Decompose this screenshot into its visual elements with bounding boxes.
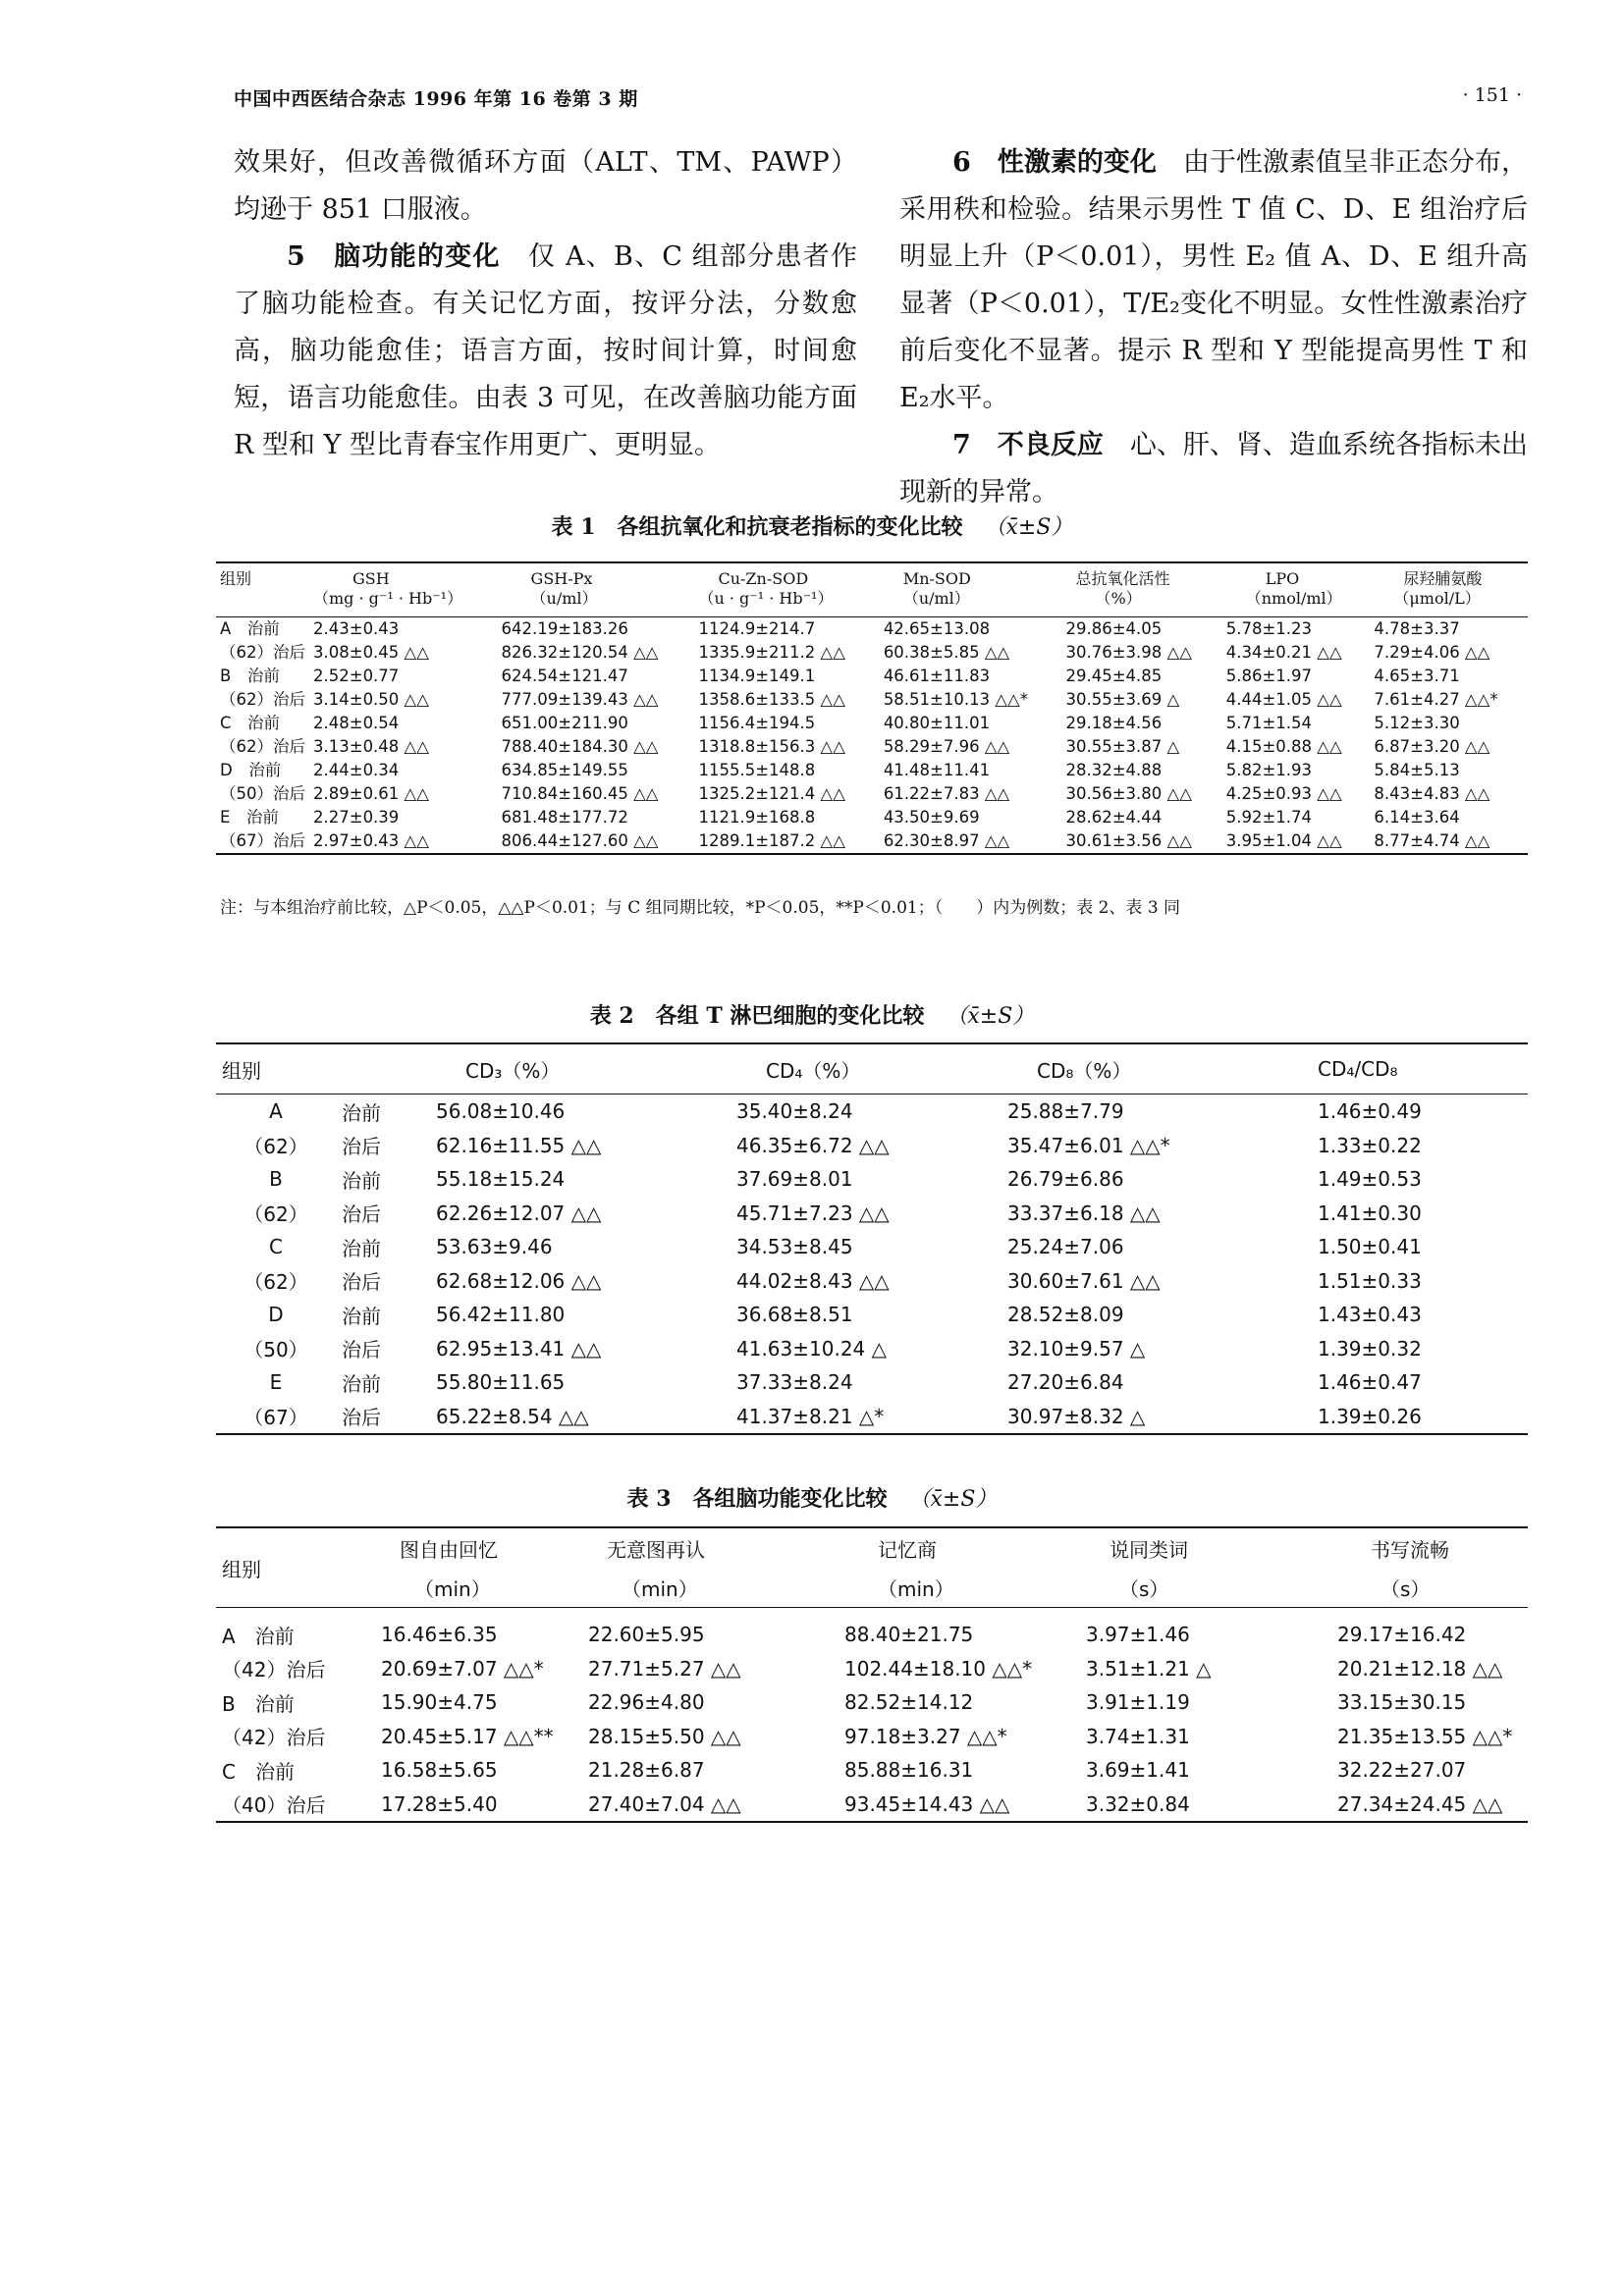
table-cell: 16.58±5.65 — [381, 1758, 498, 1783]
page-number: · 151 · — [1462, 84, 1522, 106]
table-cell: 62.30±8.97 △△ — [883, 831, 1010, 850]
group-cell: （62） — [244, 1270, 308, 1295]
table-cell: 1335.9±211.2 △△ — [698, 643, 845, 662]
table-cell: 21.28±6.87 — [588, 1758, 705, 1783]
table-cell: 2.43±0.43 — [313, 619, 400, 638]
section-6-text: 由于性激素值呈非正态分布，采用秩和检验。结果示男性 T 值 C、D、E 组治疗后明显上升（P＜0.01），男性 E₂ 值 A、D、E 组升高显著（P＜0.01），T/E₂变化不明显。女性性激素治疗前后变化不显著。提示 R 型和 Y 型能提高男性 T 和 E₂水平。 — [899, 147, 1529, 413]
table-cell: 3.14±0.50 △△ — [313, 690, 429, 709]
table-cell: 826.32±120.54 △△ — [501, 643, 659, 662]
table3-header-row — [216, 1527, 1528, 1568]
table-cell: 60.38±5.85 △△ — [883, 643, 1010, 662]
table-cell: 5.92±1.74 — [1225, 808, 1313, 827]
table3 — [216, 1526, 1528, 1823]
table-cell: 3.74±1.31 — [1086, 1724, 1190, 1748]
group-cell: （62） — [244, 1202, 308, 1227]
table-row — [216, 735, 1528, 759]
table-row — [216, 1197, 1528, 1231]
table2-header — [336, 1043, 426, 1095]
table-cell: 27.40±7.04 △△ — [588, 1791, 741, 1816]
group-cell: D 治前 — [220, 761, 282, 779]
table-cell: 46.35±6.72 △△ — [736, 1133, 890, 1157]
table-cell: 5.12±3.30 — [1374, 714, 1460, 732]
table-cell: 788.40±184.30 △△ — [501, 737, 659, 756]
group-cell: （67） — [244, 1406, 308, 1430]
table-cell: 44.02±8.43 △△ — [736, 1268, 890, 1293]
section-5-title: 5 脑功能的变化 — [287, 241, 501, 272]
table-cell: 1124.9±214.7 — [698, 619, 816, 638]
table-cell: 30.97±8.32 △ — [1007, 1404, 1146, 1428]
table-cell: 32.10±9.57 △ — [1007, 1336, 1146, 1361]
table2-header: CD₄/CD₈ — [1318, 1057, 1398, 1081]
table3-header: 组别 — [222, 1557, 261, 1581]
table2-header: CD₃（%） — [465, 1058, 561, 1083]
table-cell: 1.33±0.22 — [1318, 1133, 1422, 1157]
table1 — [216, 561, 1528, 855]
table-cell: 25.24±7.06 — [1007, 1235, 1124, 1259]
table-cell: 41.37±8.21 △* — [736, 1404, 885, 1428]
table-cell: 1289.1±187.2 △△ — [698, 831, 845, 850]
table-cell: 681.48±177.72 — [501, 808, 628, 827]
table-cell: 4.65±3.71 — [1374, 667, 1460, 685]
table-row — [216, 1400, 1528, 1435]
table-cell: 624.54±121.47 — [501, 667, 628, 685]
table-cell: 29.17±16.42 — [1337, 1623, 1467, 1647]
table-cell: 58.29±7.96 △△ — [883, 737, 1010, 756]
table-cell: 41.63±10.24 △ — [736, 1336, 888, 1361]
group-cell: C 治前 — [220, 714, 281, 732]
table-cell: 8.77±4.74 △△ — [1374, 831, 1490, 850]
table-cell: 41.48±11.41 — [883, 761, 991, 779]
table-cell: 45.71±7.23 △△ — [736, 1201, 890, 1225]
table1-header: Mn-SOD （u/ml） — [902, 569, 971, 608]
table-cell: 30.55±3.87 △ — [1065, 737, 1180, 756]
table2 — [216, 1042, 1528, 1435]
table-cell: 651.00±211.90 — [501, 714, 628, 732]
table-cell: 55.80±11.65 — [436, 1370, 566, 1395]
table-cell: 25.88±7.79 — [1007, 1099, 1124, 1124]
table-cell: 55.18±15.24 — [436, 1167, 566, 1192]
group-cell: （62） — [244, 1135, 308, 1159]
table3-unit: （min） — [878, 1576, 954, 1601]
table-row — [216, 1298, 1528, 1332]
table-cell: 27.71±5.27 △△ — [588, 1656, 741, 1681]
table-row — [216, 1162, 1528, 1197]
table3-unit-row — [216, 1568, 1528, 1608]
time-cell: 治后 — [342, 1338, 381, 1362]
table-note: 注：与本组治疗前比较，△P＜0.05，△△P＜0.01；与 C 组同期比较，*P＜0.05，**P＜0.01；（ ）内为例数；表 2、表 3 同 — [220, 898, 1181, 918]
table-cell: 28.62±4.44 — [1065, 808, 1163, 827]
group-cell: E 治前 — [220, 808, 279, 827]
table-row — [216, 1230, 1528, 1264]
table-cell: 3.13±0.48 △△ — [313, 737, 429, 756]
table-row — [216, 1129, 1528, 1163]
group-cell: （50）治后 — [220, 784, 305, 803]
group-cell: A 治前 — [220, 619, 280, 638]
table-cell: 2.52±0.77 — [313, 667, 400, 685]
time-cell: 治前 — [342, 1236, 381, 1260]
table2-header: 组别 — [222, 1058, 261, 1083]
table-cell: 37.33±8.24 — [736, 1370, 853, 1395]
table-cell: 1.46±0.47 — [1318, 1370, 1422, 1395]
time-cell: 治后 — [342, 1202, 381, 1227]
left-column — [234, 139, 857, 469]
group-cell: （62）治后 — [220, 737, 305, 756]
time-cell: 治前 — [342, 1100, 381, 1125]
table-cell: 3.69±1.41 — [1086, 1758, 1190, 1783]
table-cell: 28.52±8.09 — [1007, 1303, 1124, 1327]
table-cell: 4.78±3.37 — [1374, 619, 1460, 638]
table-cell: 85.88±16.31 — [844, 1758, 974, 1783]
section-5-text: 仅 A、B、C 组部分患者作了脑功能检查。有关记忆方面，按评分法，分数愈高，脑功能愈佳；语言方面，按时间计算，时间愈短，语言功能愈佳。由表 3 可见，在改善脑功能方面 R 型和 Y 型比青春宝作用更广、更明显。 — [234, 241, 857, 460]
table1-header: 尿羟脯氨酸 （μmol/L） — [1393, 569, 1483, 608]
table-cell: 30.76±3.98 △△ — [1065, 643, 1192, 662]
section-7-text: 心、肝、肾、造血系统各指标未出现新的异常。 — [899, 430, 1529, 507]
group-cell: B 治前 — [222, 1691, 295, 1716]
group-cell: （50） — [244, 1338, 308, 1362]
table-cell: 5.78±1.23 — [1225, 619, 1313, 638]
section-6 — [899, 139, 1528, 422]
table-cell: 1325.2±121.4 △△ — [698, 784, 845, 803]
table-cell: 15.90±4.75 — [381, 1690, 498, 1715]
table-cell: 88.40±21.75 — [844, 1623, 974, 1647]
section-6-title: 6 性激素的变化 — [952, 147, 1157, 178]
table-cell: 1.50±0.41 — [1318, 1235, 1422, 1259]
table-cell: 1318.8±156.3 △△ — [698, 737, 845, 756]
table-cell: 29.45±4.85 — [1065, 667, 1163, 685]
group-cell: （42）治后 — [222, 1658, 326, 1682]
table-cell: 27.34±24.45 △△ — [1337, 1791, 1503, 1816]
table-row — [216, 1753, 1528, 1788]
table-row — [216, 617, 1528, 642]
table-cell: 22.96±4.80 — [588, 1690, 705, 1715]
table-cell: 35.47±6.01 △△* — [1007, 1133, 1170, 1157]
table1-header-row — [216, 562, 1528, 617]
table-cell: 32.22±27.07 — [1337, 1758, 1467, 1783]
table3-header: 无意图再认 — [607, 1537, 705, 1562]
table-cell: 82.52±14.12 — [844, 1690, 974, 1715]
table-cell: 8.43±4.83 △△ — [1374, 784, 1490, 803]
time-cell: 治前 — [342, 1168, 381, 1193]
table-cell: 29.18±4.56 — [1065, 714, 1163, 732]
table2-stat: （x̄±S） — [946, 1004, 1035, 1029]
table-cell: 20.69±7.07 △△* — [381, 1656, 544, 1681]
table-cell: 4.25±0.93 △△ — [1225, 784, 1342, 803]
section-5 — [234, 234, 857, 469]
table-cell: 93.45±14.43 △△ — [844, 1791, 1010, 1816]
right-column — [899, 139, 1528, 516]
table-cell: 1.46±0.49 — [1318, 1099, 1422, 1124]
table-cell: 20.45±5.17 △△** — [381, 1724, 554, 1748]
table3-unit: （s） — [1380, 1576, 1431, 1601]
table-cell: 97.18±3.27 △△* — [844, 1724, 1007, 1748]
table1-caption — [0, 510, 1624, 541]
group-cell: B — [269, 1167, 283, 1192]
table-row — [216, 712, 1528, 735]
table3-caption — [0, 1482, 1624, 1513]
time-cell: 治后 — [342, 1406, 381, 1430]
table-row — [216, 1685, 1528, 1720]
table-cell: 5.86±1.97 — [1225, 667, 1313, 685]
table-row — [216, 1652, 1528, 1686]
table-cell: 58.51±10.13 △△* — [883, 690, 1028, 709]
table-cell: 777.09±139.43 △△ — [501, 690, 659, 709]
journal-header: 中国中西医结合杂志 1996 年第 16 卷第 3 期 — [234, 88, 638, 110]
table-cell: 806.44±127.60 △△ — [501, 831, 659, 850]
group-cell: E — [269, 1370, 283, 1395]
table-cell: 21.35±13.55 △△* — [1337, 1724, 1513, 1748]
table-cell: 634.85±149.55 — [501, 761, 628, 779]
table-cell: 62.26±12.07 △△ — [436, 1201, 602, 1225]
table-cell: 56.42±11.80 — [436, 1303, 566, 1327]
table-cell: 5.71±1.54 — [1225, 714, 1313, 732]
table-cell: 26.79±6.86 — [1007, 1167, 1124, 1192]
table-cell: 1.41±0.30 — [1318, 1201, 1422, 1225]
group-cell: A — [269, 1099, 283, 1124]
table-cell: 2.44±0.34 — [313, 761, 400, 779]
table-cell: 2.48±0.54 — [313, 714, 400, 732]
table-cell: 3.95±1.04 △△ — [1225, 831, 1342, 850]
table-row — [216, 665, 1528, 688]
table-cell: 37.69±8.01 — [736, 1167, 853, 1192]
table-cell: 30.60±7.61 △△ — [1007, 1268, 1161, 1293]
table2-caption — [0, 999, 1624, 1030]
table-cell: 5.84±5.13 — [1374, 761, 1460, 779]
table3-header: 记忆商 — [878, 1537, 937, 1562]
table-row — [216, 759, 1528, 782]
table-cell: 28.15±5.50 △△ — [588, 1724, 741, 1748]
table-row — [216, 1608, 1528, 1652]
table1-header: 总抗氧化活性 （%） — [1075, 569, 1170, 608]
table-cell: 102.44±18.10 △△* — [844, 1656, 1033, 1681]
table3-header: 图自由回忆 — [400, 1537, 498, 1562]
paragraph-continued: 效果好，但改善微循环方面（ALT、TM、PAWP）均逊于 851 口服液。 — [234, 147, 857, 225]
table-cell: 4.15±0.88 △△ — [1225, 737, 1342, 756]
group-cell: （62）治后 — [220, 690, 305, 709]
table1-title: 表 1 各组抗氧化和抗衰老指标的变化比较 — [551, 514, 963, 540]
table-cell: 40.80±11.01 — [883, 714, 991, 732]
table3-stat: （x̄±S） — [908, 1487, 998, 1512]
table-row — [216, 1720, 1528, 1754]
table1-header: GSH-Px （u/ml） — [530, 569, 598, 608]
table-cell: 53.63±9.46 — [436, 1235, 553, 1259]
group-cell: A 治前 — [222, 1624, 295, 1648]
table-cell: 1121.9±168.8 — [698, 808, 816, 827]
table3-title: 表 3 各组脑功能变化比较 — [626, 1486, 888, 1512]
table-cell: 42.65±13.08 — [883, 619, 991, 638]
table-cell: 33.15±30.15 — [1337, 1690, 1467, 1715]
table-cell: 3.32±0.84 — [1086, 1791, 1190, 1816]
time-cell: 治前 — [342, 1371, 381, 1396]
time-cell: 治前 — [342, 1304, 381, 1328]
time-cell: 治后 — [342, 1270, 381, 1295]
group-cell: B 治前 — [220, 667, 280, 685]
table2-header: CD₄（%） — [766, 1058, 861, 1083]
table-cell: 29.86±4.05 — [1065, 619, 1163, 638]
group-cell: （67）治后 — [220, 831, 305, 850]
table-cell: 20.21±12.18 △△ — [1337, 1656, 1503, 1681]
table-cell: 43.50±9.69 — [883, 808, 980, 827]
group-cell: C 治前 — [222, 1759, 295, 1784]
table3-header: 说同类词 — [1110, 1537, 1188, 1562]
table-row — [216, 688, 1528, 712]
table-row — [216, 1365, 1528, 1400]
table-cell: 4.34±0.21 △△ — [1225, 643, 1342, 662]
table-cell: 62.95±13.41 △△ — [436, 1336, 602, 1361]
group-cell: （40）治后 — [222, 1793, 326, 1818]
table3-unit: （min） — [622, 1576, 698, 1601]
table-cell: 710.84±160.45 △△ — [501, 784, 659, 803]
table-cell: 30.61±3.56 △△ — [1065, 831, 1192, 850]
table-cell: 17.28±5.40 — [381, 1791, 498, 1816]
table-cell: 6.87±3.20 △△ — [1374, 737, 1490, 756]
table-row — [216, 782, 1528, 806]
table-cell: 62.16±11.55 △△ — [436, 1133, 602, 1157]
group-cell: （62）治后 — [220, 643, 305, 662]
table-cell: 56.08±10.46 — [436, 1099, 566, 1124]
table-row — [216, 1095, 1528, 1129]
table-cell: 30.55±3.69 △ — [1065, 690, 1180, 709]
group-cell: C — [269, 1235, 283, 1259]
table2-header-row — [216, 1043, 1528, 1095]
table-row — [216, 1332, 1528, 1366]
section-7-title: 7 不良反应 — [952, 430, 1104, 460]
table2-header: CD₈（%） — [1037, 1058, 1132, 1083]
table-cell: 1155.5±148.8 — [698, 761, 816, 779]
table-cell: 34.53±8.45 — [736, 1235, 853, 1259]
table-cell: 3.08±0.45 △△ — [313, 643, 429, 662]
table1-header: Cu-Zn-SOD （u · g⁻¹ · Hb⁻¹） — [698, 569, 834, 608]
table3-unit: （s） — [1119, 1576, 1169, 1601]
table-cell: 6.14±3.64 — [1374, 808, 1460, 827]
table-cell: 3.91±1.19 — [1086, 1690, 1190, 1715]
table-cell: 36.68±8.51 — [736, 1303, 853, 1327]
table-cell: 1.43±0.43 — [1318, 1303, 1422, 1327]
table-row — [216, 1788, 1528, 1823]
table-cell: 2.89±0.61 △△ — [313, 784, 429, 803]
group-cell: D — [268, 1303, 284, 1327]
table-cell: 2.97±0.43 △△ — [313, 831, 429, 850]
table-cell: 4.44±1.05 △△ — [1225, 690, 1342, 709]
time-cell: 治后 — [342, 1135, 381, 1159]
table3-header: 书写流畅 — [1371, 1537, 1449, 1562]
section-7 — [899, 422, 1528, 516]
table-cell: 1156.4±194.5 — [698, 714, 816, 732]
table-cell: 1.51±0.33 — [1318, 1268, 1422, 1293]
table-row — [216, 806, 1528, 829]
table-row — [216, 1264, 1528, 1299]
table-cell: 1.49±0.53 — [1318, 1167, 1422, 1192]
table-cell: 1134.9±149.1 — [698, 667, 816, 685]
table-cell: 7.61±4.27 △△* — [1374, 690, 1498, 709]
table-cell: 3.51±1.21 △ — [1086, 1656, 1212, 1681]
table-cell: 1.39±0.32 — [1318, 1336, 1422, 1361]
table-cell: 46.61±11.83 — [883, 667, 991, 685]
table-cell: 642.19±183.26 — [501, 619, 628, 638]
table1-stat: （x̄±S） — [984, 515, 1073, 540]
table-cell: 61.22±7.83 △△ — [883, 784, 1010, 803]
table-cell: 1358.6±133.5 △△ — [698, 690, 845, 709]
table-cell: 35.40±8.24 — [736, 1099, 853, 1124]
table-cell: 1.39±0.26 — [1318, 1404, 1422, 1428]
table-cell: 30.56±3.80 △△ — [1065, 784, 1192, 803]
table-cell: 62.68±12.06 △△ — [436, 1268, 602, 1293]
table-cell: 3.97±1.46 — [1086, 1623, 1190, 1647]
table-row — [216, 829, 1528, 854]
table-cell: 7.29±4.06 △△ — [1374, 643, 1490, 662]
table-cell: 65.22±8.54 △△ — [436, 1404, 589, 1428]
table-cell: 5.82±1.93 — [1225, 761, 1313, 779]
table1-header: GSH （mg · g⁻¹ · Hb⁻¹） — [313, 569, 463, 608]
table-row — [216, 641, 1528, 665]
table-cell: 28.32±4.88 — [1065, 761, 1163, 779]
table3-unit: （min） — [414, 1576, 491, 1601]
group-cell: （42）治后 — [222, 1726, 326, 1750]
table-cell: 16.46±6.35 — [381, 1623, 498, 1647]
table-cell: 27.20±6.84 — [1007, 1370, 1124, 1395]
table2-title: 表 2 各组 T 淋巴细胞的变化比较 — [589, 1003, 925, 1029]
table-cell: 22.60±5.95 — [588, 1623, 705, 1647]
table1-header: 组别 — [220, 569, 252, 588]
table1-header: LPO （nmol/ml） — [1245, 569, 1342, 608]
table-cell: 2.27±0.39 — [313, 808, 400, 827]
table-cell: 33.37±6.18 △△ — [1007, 1201, 1161, 1225]
